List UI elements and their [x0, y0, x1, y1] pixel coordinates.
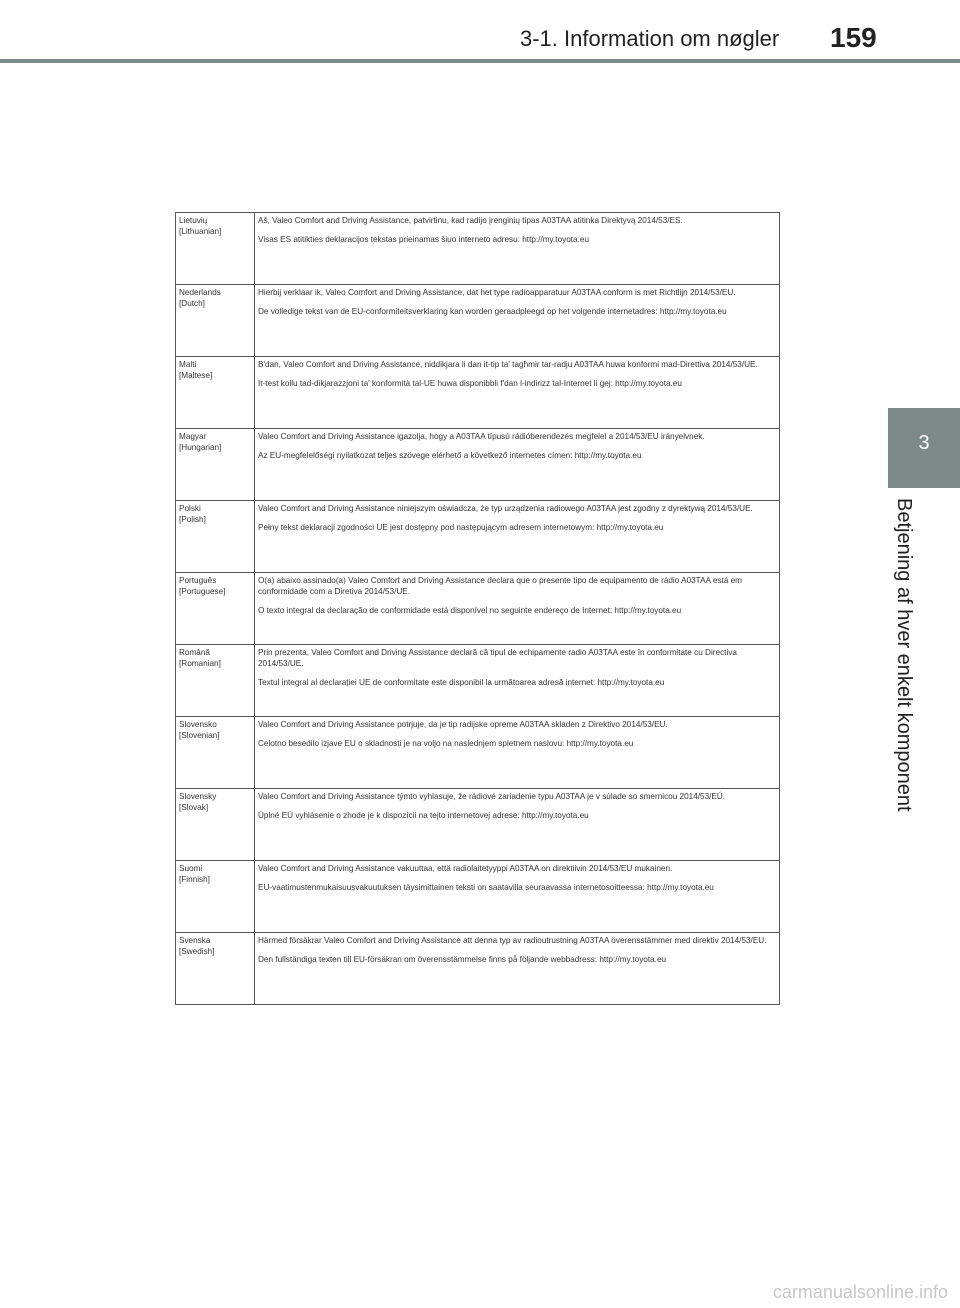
- table-row: [176, 213, 780, 285]
- declaration-full-text: Visas ES atitikties deklaracijos tekstas prieinamas šiuo interneto adresu: http://my.toyota.eu: [258, 235, 589, 245]
- declaration-cell: [255, 861, 780, 933]
- language-name: Svenska: [179, 936, 211, 945]
- declaration-full-text: Textul integral al declarației UE de conformitate este disponibil la următoarea adresă internet: http://my.toyota.eu: [258, 678, 665, 688]
- declaration-cell: [255, 933, 780, 1005]
- language-english: [Romanian]: [179, 659, 221, 669]
- language-english: [Hungarian]: [179, 443, 222, 453]
- language-name: Suomi: [179, 864, 203, 873]
- declaration-full-text: Az EU-megfelelőségi nyilatkozat teljes szövege elérhető a következő internetes címen: http://my.toyota.eu: [258, 451, 642, 461]
- declaration-statement: B'dan, Valeo Comfort and Driving Assistance, niddikjara li dan it-tip ta' tagħmir tar-radju A03TAA huwa konformi mad-Direttiva 2014/53/UE.: [258, 360, 758, 369]
- page-number: 159: [830, 22, 877, 53]
- declaration-cell: [255, 501, 780, 573]
- chapter-caption: [892, 498, 932, 828]
- language-name: Português: [179, 576, 217, 585]
- declaration-full-text: Celotno besedilo izjave EU o skladnosti je na voljo na naslednjem spletnem naslovu: http://my.toyota.eu: [258, 739, 634, 749]
- language-name: Slovensky: [179, 792, 217, 801]
- watermark-text: carmanualsonline.info: [772, 1282, 948, 1302]
- table-row: [176, 861, 780, 933]
- table-row: [176, 645, 780, 717]
- declaration-cell: [255, 357, 780, 429]
- declaration-statement: Aš, Valeo Comfort and Driving Assistance, patvirtinu, kad radijo įrenginių tipas A03TAA atitinka Direktyvą 2014/53/ES.: [258, 216, 683, 225]
- language-cell: [176, 717, 255, 789]
- declaration-cell: [255, 789, 780, 861]
- language-english: [Polish]: [179, 515, 206, 525]
- language-cell: [176, 429, 255, 501]
- language-name: Română: [179, 648, 210, 657]
- declaration-cell: [255, 213, 780, 285]
- language-english: [Swedish]: [179, 947, 215, 957]
- declaration-cell: [255, 645, 780, 717]
- language-cell: [176, 789, 255, 861]
- chapter-title: Betjening af hver enkelt komponent: [893, 498, 915, 812]
- table-row: [176, 573, 780, 645]
- table-row: [176, 357, 780, 429]
- declaration-full-text: EU-vaatimustenmukaisuusvakuutuksen täysimittainen teksti on saatavilla seuraavassa internetosoitteessa: http://my.toyota.eu: [258, 883, 714, 893]
- language-english: [Lithuanian]: [179, 227, 222, 237]
- table-row: [176, 933, 780, 1005]
- language-name: Lietuvių: [179, 216, 208, 225]
- language-name: Slovensko: [179, 720, 217, 729]
- language-english: [Dutch]: [179, 299, 205, 309]
- language-cell: [176, 645, 255, 717]
- declaration-statement: Valeo Comfort and Driving Assistance niniejszym oświadcza, że typ urządzenia radiowego A03TAA jest zgodny z dyrektywą 2014/53/UE.: [258, 504, 753, 513]
- header-rule: [0, 59, 960, 63]
- declaration-full-text: De volledige tekst van de EU-conformiteitsverklaring kan worden geraadpleegd op het volgende internetadres: http://my.toyota.eu: [258, 307, 727, 317]
- declaration-full-text: Den fullständiga texten till EU-försäkran om överensstämmelse finns på följande webbadress: http://my.toyota.eu: [258, 955, 667, 965]
- declaration-statement: Valeo Comfort and Driving Assistance týmto vyhlasuje, že rádiové zariadenie typu A03TAA je v súlade so smernicou 2014/53/EÚ.: [258, 792, 726, 801]
- language-english: [Maltese]: [179, 371, 213, 381]
- declaration-statement: Prin prezenta, Valeo Comfort and Driving Assistance declară că tipul de echipamente radio A03TAA este în conformitate cu Directiva 2014/53/UE.: [258, 648, 737, 669]
- language-english: [Finnish]: [179, 875, 210, 885]
- language-cell: [176, 501, 255, 573]
- declaration-statement: Valeo Comfort and Driving Assistance potrjuje, da je tip radijske opreme A03TAA skladen z Direktivo 2014/53/EU.: [258, 720, 668, 729]
- language-name: Polski: [179, 504, 201, 513]
- table-row: [176, 501, 780, 573]
- declaration-cell: [255, 717, 780, 789]
- language-name: Nederlands: [179, 288, 221, 297]
- language-english: [Portuguese]: [179, 587, 226, 597]
- language-english: [Slovenian]: [179, 731, 220, 741]
- chapter-number: 3: [918, 432, 930, 454]
- declaration-cell: [255, 285, 780, 357]
- language-cell: [176, 861, 255, 933]
- language-cell: [176, 573, 255, 645]
- declaration-table: [175, 212, 780, 1005]
- declaration-statement: Valeo Comfort and Driving Assistance vakuuttaa, että radiolaitetyyppi A03TAA on direktiivin 2014/53/EU mukainen.: [258, 864, 673, 873]
- section-title: 3-1. Information om nøgler: [520, 26, 780, 51]
- declaration-statement: Valeo Comfort and Driving Assistance igazolja, hogy a A03TAA típusú rádióberendezés megfelel a 2014/53/EU irányelvnek.: [258, 432, 705, 441]
- declaration-full-text: Pełny tekst deklaracji zgodności UE jest dostępny pod następującym adresem internetowym: http://my.toyota.eu: [258, 523, 664, 533]
- language-cell: [176, 285, 255, 357]
- declaration-full-text: O texto integral da declaração de conformidade está disponível no seguinte endereço de Internet: http://my.toyota.eu: [258, 606, 682, 616]
- declaration-full-text: It-test kollu tad-dikjarazzjoni ta' konformità tal-UE huwa disponibbli f'dan l-indirizz tal-Internet li ġej: http://my.toyota.eu: [258, 379, 682, 389]
- language-cell: [176, 213, 255, 285]
- language-cell: [176, 933, 255, 1005]
- declaration-statement: Hierbij verklaar ik, Valeo Comfort and Driving Assistance, dat het type radioapparatuur A03TAA conform is met Richtlijn 2014/53/EU.: [258, 288, 736, 297]
- table-row: [176, 717, 780, 789]
- language-name: Malti: [179, 360, 197, 369]
- language-cell: [176, 357, 255, 429]
- table-row: [176, 429, 780, 501]
- table-row: [176, 789, 780, 861]
- language-name: Magyar: [179, 432, 207, 441]
- table-row: [176, 285, 780, 357]
- declaration-cell: [255, 429, 780, 501]
- language-english: [Slovak]: [179, 803, 209, 813]
- declaration-cell: [255, 573, 780, 645]
- declaration-statement: Härmed försäkrar Valeo Comfort and Driving Assistance att denna typ av radioutrustning A03TAA överensstämmer med direktiv 2014/53/EU.: [258, 936, 767, 945]
- declaration-statement: O(a) abaixo assinado(a) Valeo Comfort and Driving Assistance declara que o presente tipo de equipamento de rádio A03TAA está em conformidade com a Diretiva 2014/53/UE.: [258, 576, 742, 597]
- page-header: [0, 0, 960, 62]
- declaration-full-text: Úplné EÚ vyhlásenie o zhode je k dispozícii na tejto internetovej adrese: http://my.toyota.eu: [258, 811, 589, 821]
- chapter-tab: [888, 408, 960, 488]
